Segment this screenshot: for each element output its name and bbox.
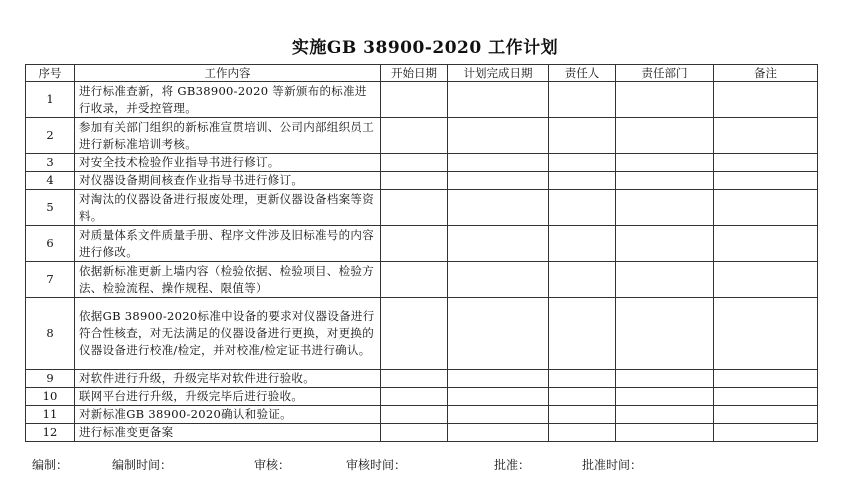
cell-remarks[interactable] [714,226,818,262]
cell-planned-completion[interactable] [448,424,549,442]
table-row [26,298,818,370]
cell-planned-completion[interactable] [448,298,549,370]
header-remarks: 备注 [714,65,818,82]
table-row [26,370,818,388]
header-department: 责任部门 [616,65,714,82]
row-number: 3 [26,154,75,172]
cell-owner[interactable] [549,406,616,424]
cell-start-date[interactable] [381,406,448,424]
row-number: 2 [26,118,75,154]
cell-owner[interactable] [549,262,616,298]
cell-department[interactable] [616,82,714,118]
cell-department[interactable] [616,388,714,406]
cell-owner[interactable] [549,370,616,388]
row-number: 11 [26,406,75,424]
table-row [26,82,818,118]
cell-department[interactable] [616,298,714,370]
row-content: 对新标准GB 38900-2020确认和验证。 [75,406,381,424]
row-number: 12 [26,424,75,442]
cell-planned-completion[interactable] [448,118,549,154]
row-number: 1 [26,82,75,118]
table-row [26,154,818,172]
cell-start-date[interactable] [381,370,448,388]
cell-department[interactable] [616,370,714,388]
cell-owner[interactable] [549,172,616,190]
header-content: 工作内容 [75,65,381,82]
row-number: 7 [26,262,75,298]
row-number: 5 [26,190,75,226]
signature-footer [0,456,850,474]
cell-start-date[interactable] [381,118,448,154]
row-content: 对淘汰的仪器设备进行报废处理，更新仪器设备档案等资料。 [75,190,381,226]
cell-owner[interactable] [549,298,616,370]
cell-remarks[interactable] [714,406,818,424]
cell-remarks[interactable] [714,298,818,370]
table-row [26,172,818,190]
row-content: 参加有关部门组织的新标准宣贯培训、公司内部组织员工进行新标准培训考核。 [75,118,381,154]
cell-department[interactable] [616,226,714,262]
reviewer-label: 审核： [254,458,291,472]
row-content: 依据新标准更新上墙内容（检验依据、检验项目、检验方法、检验流程、操作规程、限值等） [75,262,381,298]
compiler-label: 编制： [32,458,69,472]
cell-remarks[interactable] [714,262,818,298]
row-number: 8 [26,298,75,370]
row-content: 进行标准查新，将 GB38900-2020 等新颁布的标准进行收录，并受控管理。 [75,82,381,118]
row-content: 对质量体系文件质量手册、程序文件涉及旧标准号的内容进行修改。 [75,226,381,262]
header-seq: 序号 [26,65,75,82]
row-number: 4 [26,172,75,190]
review-time-label: 审核时间： [346,458,407,472]
cell-owner[interactable] [549,190,616,226]
row-content: 对仪器设备期间核查作业指导书进行修订。 [75,172,381,190]
row-number: 9 [26,370,75,388]
cell-owner[interactable] [549,118,616,154]
work-plan-table [25,64,818,442]
cell-start-date[interactable] [381,298,448,370]
cell-owner[interactable] [549,154,616,172]
cell-planned-completion[interactable] [448,172,549,190]
header-owner: 责任人 [549,65,616,82]
cell-owner[interactable] [549,424,616,442]
cell-remarks[interactable] [714,154,818,172]
table-row [26,388,818,406]
row-content: 联网平台进行升级，升级完毕后进行验收。 [75,388,381,406]
cell-remarks[interactable] [714,118,818,154]
cell-start-date[interactable] [381,154,448,172]
row-content: 进行标准变更备案 [75,424,381,442]
table-row [26,118,818,154]
cell-start-date[interactable] [381,262,448,298]
cell-remarks[interactable] [714,190,818,226]
cell-planned-completion[interactable] [448,370,549,388]
cell-start-date[interactable] [381,424,448,442]
row-content: 对安全技术检验作业指导书进行修订。 [75,154,381,172]
cell-department[interactable] [616,172,714,190]
cell-department[interactable] [616,262,714,298]
cell-planned-completion[interactable] [448,388,549,406]
header-start-date: 开始日期 [381,65,448,82]
cell-remarks[interactable] [714,370,818,388]
cell-department[interactable] [616,190,714,226]
cell-department[interactable] [616,406,714,424]
cell-department[interactable] [616,118,714,154]
approver-label: 批准： [494,458,531,472]
table-row [26,406,818,424]
cell-planned-completion[interactable] [448,262,549,298]
table-row [26,262,818,298]
row-content: 依据GB 38900-2020标准中设备的要求对仪器设备进行符合性核查，对无法满足的仪器设备进行更换，对更换的仪器设备进行校准/检定，并对校准/检定证书进行确认。 [75,298,381,370]
cell-start-date[interactable] [381,172,448,190]
cell-start-date[interactable] [381,82,448,118]
cell-department[interactable] [616,154,714,172]
cell-planned-completion[interactable] [448,82,549,118]
cell-start-date[interactable] [381,388,448,406]
table-row [26,190,818,226]
approve-time-label: 批准时间： [582,458,643,472]
row-number: 6 [26,226,75,262]
row-content: 对软件进行升级，升级完毕对软件进行验收。 [75,370,381,388]
page-title: 实施GB 38900-2020 工作计划 [291,38,559,58]
row-number: 10 [26,388,75,406]
table-row [26,226,818,262]
cell-start-date[interactable] [381,190,448,226]
cell-owner[interactable] [549,82,616,118]
cell-remarks[interactable] [714,424,818,442]
compile-time-label: 编制时间： [112,458,173,472]
table-header-row [26,65,818,82]
cell-remarks[interactable] [714,388,818,406]
cell-owner[interactable] [549,226,616,262]
header-planned-completion: 计划完成日期 [448,65,549,82]
cell-planned-completion[interactable] [448,226,549,262]
cell-start-date[interactable] [381,226,448,262]
cell-remarks[interactable] [714,82,818,118]
cell-planned-completion[interactable] [448,406,549,424]
cell-planned-completion[interactable] [448,190,549,226]
cell-remarks[interactable] [714,172,818,190]
cell-owner[interactable] [549,388,616,406]
cell-department[interactable] [616,424,714,442]
table-row [26,424,818,442]
cell-planned-completion[interactable] [448,154,549,172]
